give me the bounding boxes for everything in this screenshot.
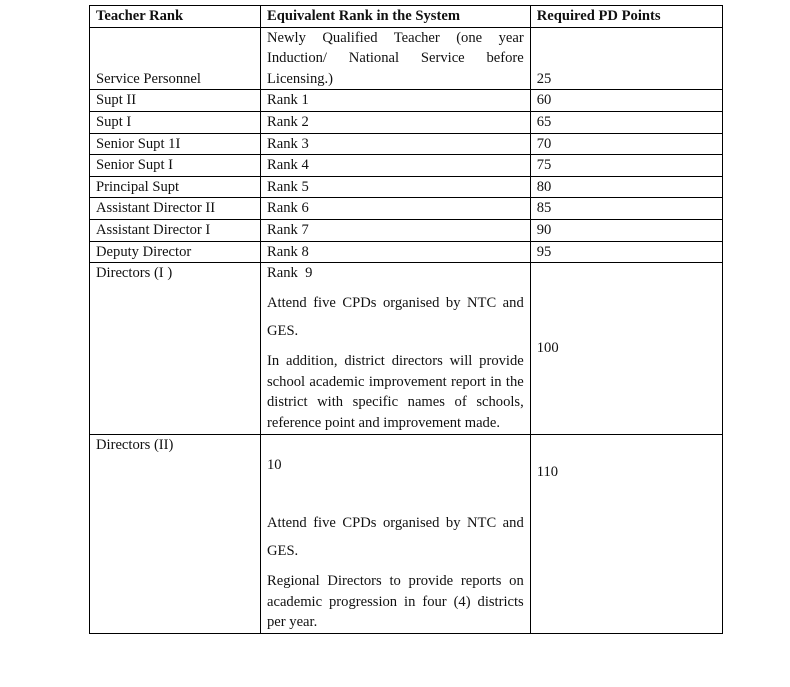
table-row — [90, 133, 723, 155]
cell-equivalent: Rank 2 — [260, 111, 530, 133]
cell-equivalent: Rank 6 — [260, 198, 530, 220]
table-row-directors-2 — [90, 434, 723, 633]
cell-rank: Senior Supt I — [90, 155, 261, 177]
requirement-text: Regional Directors to provide reports on academic progression in four (4) districts per year. — [266, 573, 524, 631]
cell-equivalent: Rank 4 — [260, 155, 530, 177]
cell-points: 90 — [530, 219, 722, 241]
cell-rank: Assistant Director II — [90, 198, 261, 220]
cell-points: 75 — [530, 155, 722, 177]
table-row — [90, 198, 723, 220]
cell-rank: Directors (I ) — [90, 263, 261, 434]
cell-points: 100 — [530, 263, 722, 434]
table-row-directors-1 — [90, 263, 723, 434]
cell-points: 25 — [530, 27, 722, 90]
cell-rank: Service Personnel — [90, 27, 261, 90]
pd-points-table — [89, 5, 723, 634]
cell-rank: Deputy Director — [90, 241, 261, 263]
cell-equivalent: Rank 7 — [260, 219, 530, 241]
table-row — [90, 219, 723, 241]
equivalent-rank-label: 10 — [266, 456, 282, 473]
cell-points: 60 — [530, 90, 722, 112]
cell-points: 85 — [530, 198, 722, 220]
header-required-points: Required PD Points — [530, 6, 722, 28]
cell-points: 65 — [530, 111, 722, 133]
cell-rank: Assistant Director I — [90, 219, 261, 241]
header-equivalent-rank: Equivalent Rank in the System — [260, 6, 530, 28]
cell-equivalent: Rank 8 — [260, 241, 530, 263]
requirement-text: Attend five CPDs organised by NTC and GES. — [266, 295, 524, 339]
table-row-service-personnel — [90, 27, 723, 90]
cell-points: 80 — [530, 176, 722, 198]
table-row — [90, 241, 723, 263]
table-row — [90, 176, 723, 198]
requirement-text: In addition, district directors will provide school academic improvement report in the district with specific names of schools, reference point and improvement made. — [266, 353, 524, 431]
requirement-text: Attend five CPDs organised by NTC and GES. — [266, 515, 524, 559]
table-row — [90, 90, 723, 112]
cell-equivalent: Rank 3 — [260, 133, 530, 155]
cell-rank: Directors (II) — [90, 434, 261, 633]
cell-points: 70 — [530, 133, 722, 155]
cell-rank: Senior Supt 1I — [90, 133, 261, 155]
points-value: 110 — [536, 463, 559, 480]
header-teacher-rank: Teacher Rank — [90, 6, 261, 28]
table-row — [90, 111, 723, 133]
cell-equivalent-intro: Newly Qualified Teacher (one year Induction/ National Service before Licensing.) — [260, 27, 530, 90]
cell-equivalent-directors-1 — [260, 263, 530, 434]
cell-equivalent: Rank 5 — [260, 176, 530, 198]
cell-rank: Supt I — [90, 111, 261, 133]
cell-rank: Supt II — [90, 90, 261, 112]
cell-points — [530, 434, 722, 633]
cell-equivalent-directors-2 — [260, 434, 530, 633]
cell-points: 95 — [530, 241, 722, 263]
table-row — [90, 155, 723, 177]
equivalent-rank-label: Rank 9 — [266, 265, 313, 282]
cell-rank: Principal Supt — [90, 176, 261, 198]
cell-equivalent: Rank 1 — [260, 90, 530, 112]
header-row — [90, 6, 723, 28]
